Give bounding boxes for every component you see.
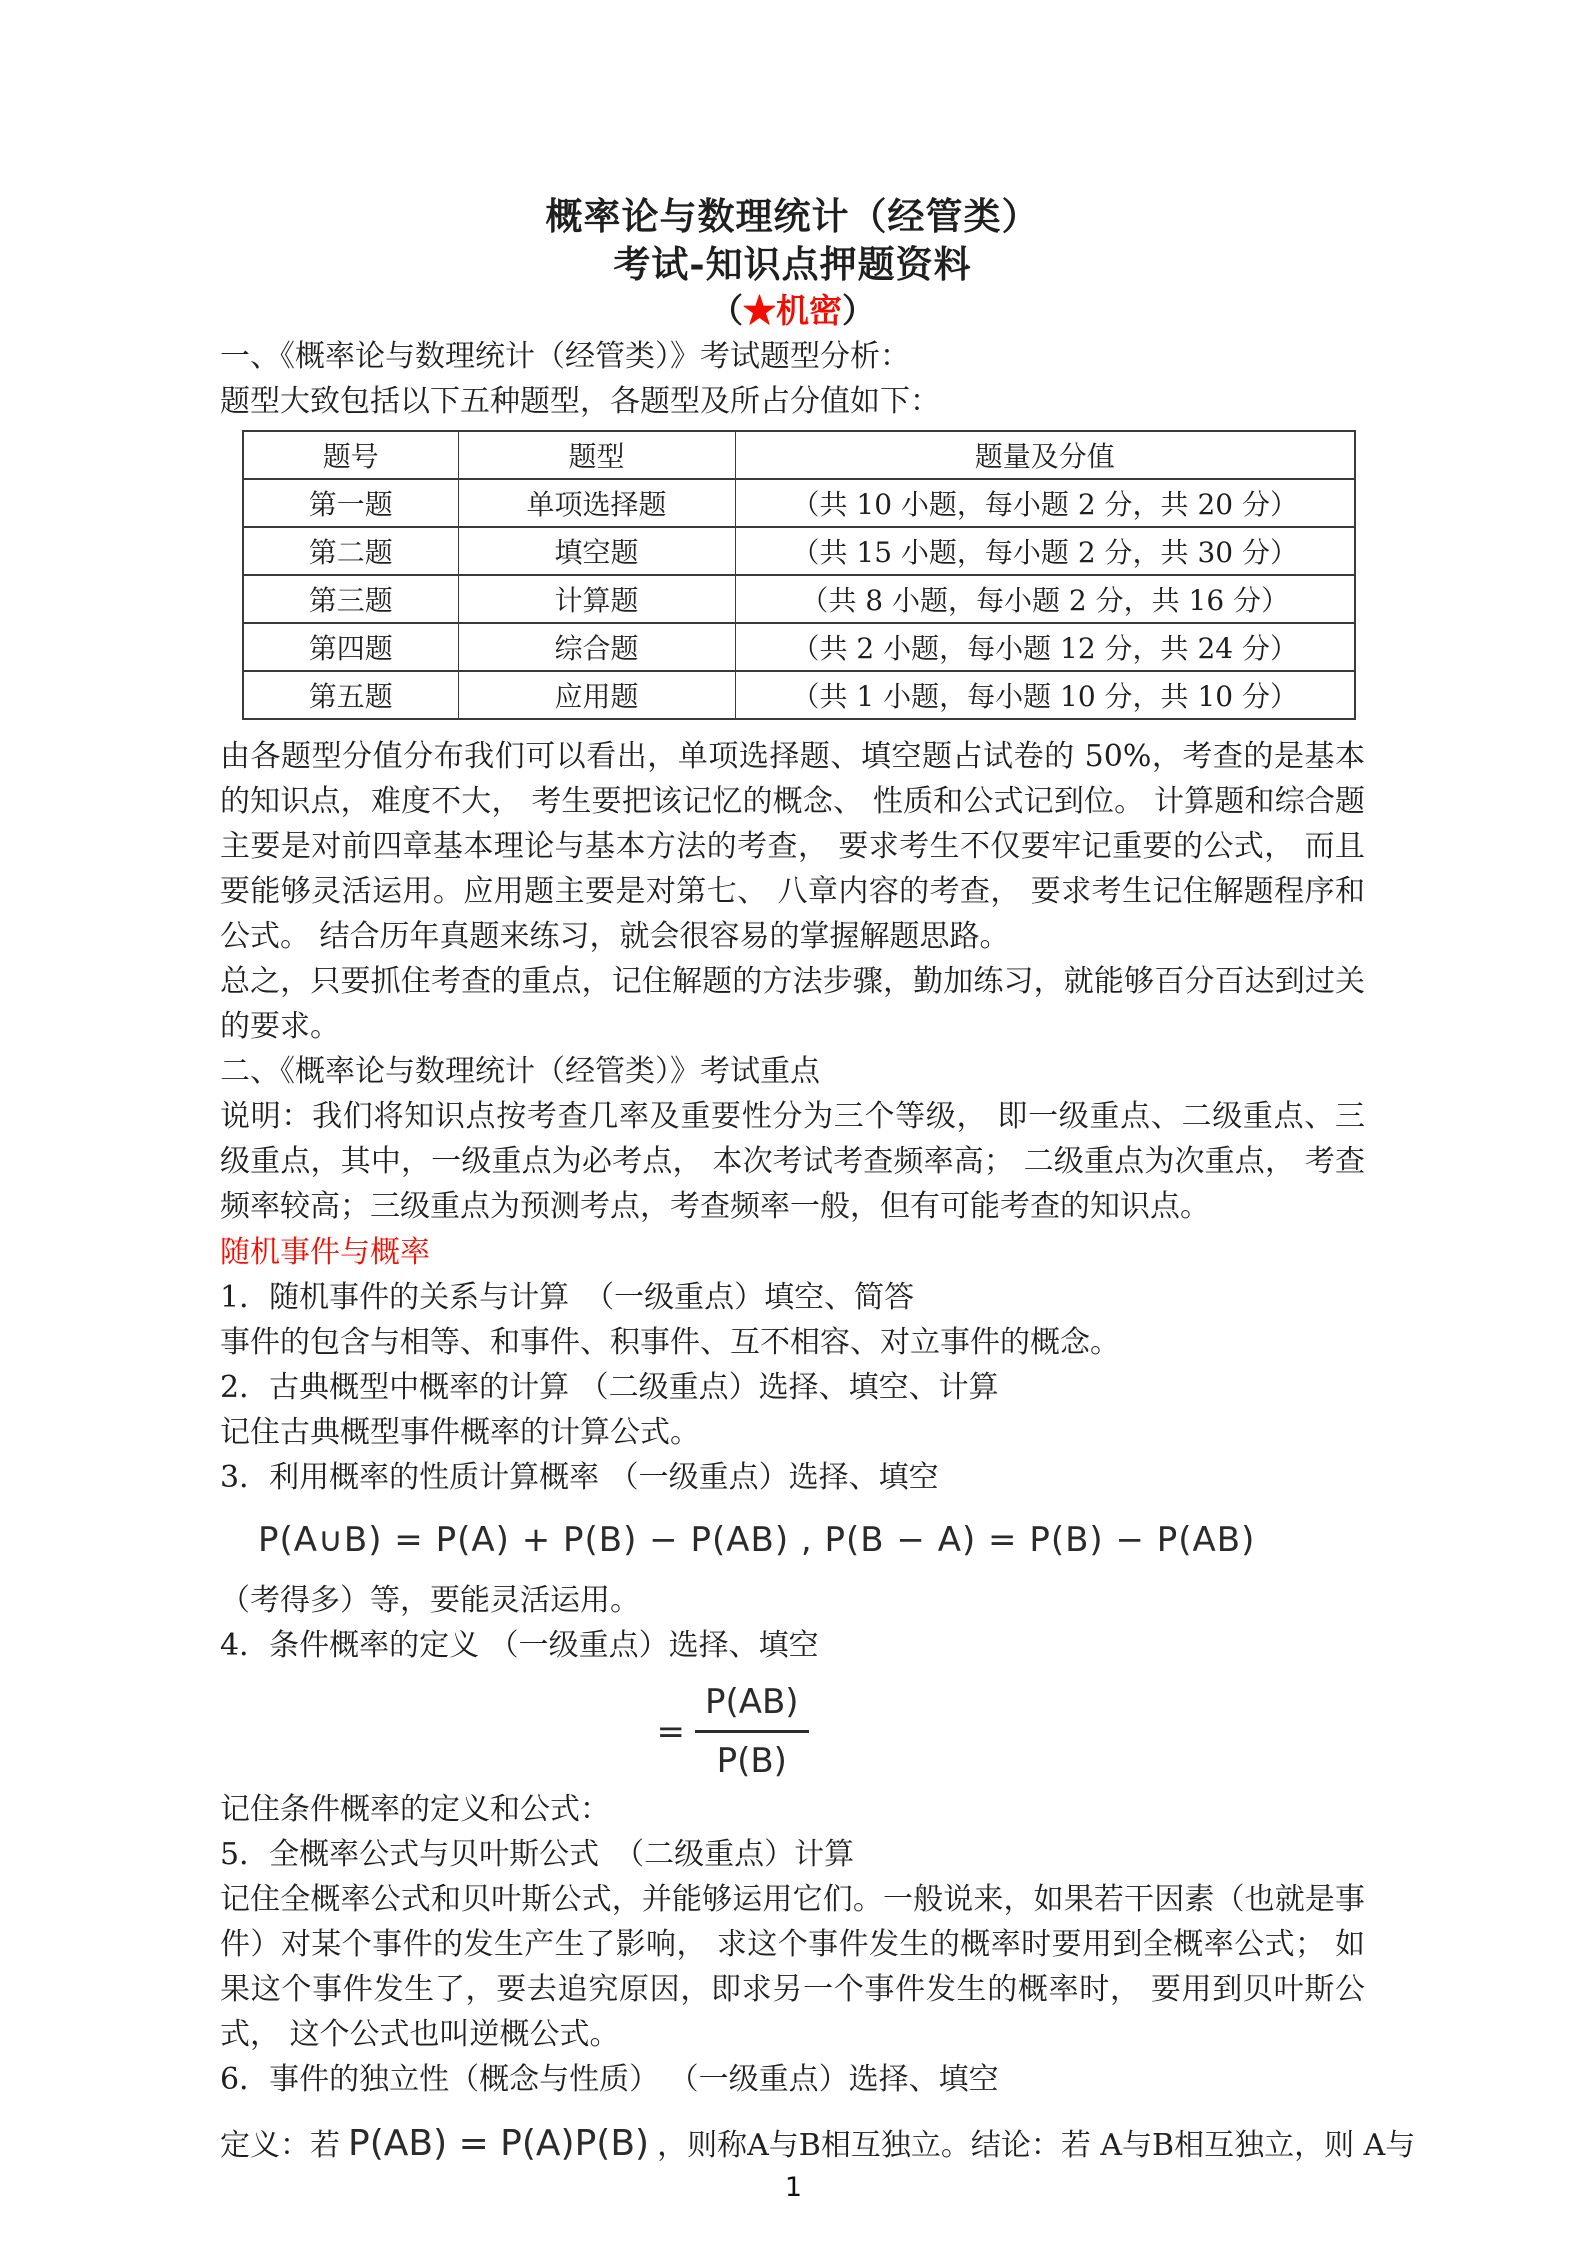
table-header-score: 题量及分值 bbox=[735, 431, 1355, 479]
section2-note: 说明：我们将知识点按考查几率及重要性分为三个等级， 即一级重点、二级重点、三级重点，其中，一级重点为必考点， 本次考试考查频率高； 二级重点为次重点， 考查频率较高；三级重点为预测考点，考查频率一般，但有可能考查的知识点。 bbox=[220, 1099, 1365, 1224]
equals-sign: = bbox=[656, 1711, 685, 1752]
item-3-note: （考得多）等，要能灵活运用。 bbox=[220, 1583, 640, 1618]
table-row bbox=[243, 527, 1355, 575]
table-cell: （共 15 小题，每小题 2 分，共 30 分） bbox=[735, 527, 1355, 575]
table-header-question-type: 题型 bbox=[458, 431, 735, 479]
item-5-title: 5．全概率公式与贝叶斯公式 （二级重点）计算 bbox=[220, 1837, 855, 1872]
table-cell: 第五题 bbox=[243, 671, 458, 719]
exam-structure-table bbox=[242, 430, 1356, 720]
fraction-denominator: P(B) bbox=[716, 1741, 787, 1781]
table-cell: （共 1 小题，每小题 10 分，共 10 分） bbox=[735, 671, 1355, 719]
table-cell: 第二题 bbox=[243, 527, 458, 575]
section1-intro: 题型大致包括以下五种题型，各题型及所占分值如下： bbox=[220, 384, 940, 419]
table-row bbox=[243, 575, 1355, 623]
independence-formula: P(AB) = P(A)P(B) bbox=[348, 2123, 650, 2164]
table-cell: 第三题 bbox=[243, 575, 458, 623]
item-2-title: 2．古典概型中概率的计算 （二级重点）选择、填空、计算 bbox=[220, 1370, 999, 1405]
topic-heading: 随机事件与概率 bbox=[220, 1235, 430, 1270]
table-header-row bbox=[243, 431, 1355, 479]
table-row bbox=[243, 479, 1355, 527]
table-row bbox=[243, 623, 1355, 671]
union-probability-formula: P(A∪B) = P(A) + P(B) − P(AB) , P(B − A) = P(B) − P(AB) bbox=[258, 1520, 1256, 1560]
item-1-title: 1．随机事件的关系与计算 （一级重点）填空、简答 bbox=[220, 1280, 915, 1315]
table-cell: 填空题 bbox=[458, 527, 735, 575]
item-6-title: 6．事件的独立性（概念与性质） （一级重点）选择、填空 bbox=[220, 2062, 999, 2097]
table-cell: （共 8 小题，每小题 2 分，共 16 分） bbox=[735, 575, 1355, 623]
definition-suffix: ，则称A与B相互独立。结论：若 A与B相互独立，则 A与 bbox=[657, 2128, 1416, 2163]
item-4-note: 记住条件概率的定义和公式： bbox=[220, 1792, 610, 1827]
item-2-note: 记住古典概型事件概率的计算公式。 bbox=[220, 1415, 700, 1450]
analysis-paragraph: 由各题型分值分布我们可以看出，单项选择题、填空题占试卷的 50%，考查的是基本的知识点，难度不大， 考生要把该记忆的概念、 性质和公式记到位。 计算题和综合题主要是对前四章基本理论与基本方法的考查， 要求考生不仅要牢记重要的公式， 而且要能够灵活运用。应用题主要是对第七、 八章内容的考查， 要求考生记住解题程序和公式。 结合历年真题来练习，就会很容易的掌握解题思路。 bbox=[220, 739, 1365, 954]
doc-title-line2: 考试-知识点押题资料 bbox=[613, 242, 972, 286]
fraction bbox=[695, 1682, 809, 1781]
page-number: 1 bbox=[784, 2172, 803, 2203]
fraction-numerator: P(AB) bbox=[695, 1682, 809, 1733]
confidential-line bbox=[220, 288, 1365, 334]
confidential-open-paren: （ bbox=[710, 291, 743, 330]
table-cell: 单项选择题 bbox=[458, 479, 735, 527]
table-cell: 第一题 bbox=[243, 479, 458, 527]
table-header-question-number: 题号 bbox=[243, 431, 458, 479]
table-cell: 第四题 bbox=[243, 623, 458, 671]
item-4-title: 4．条件概率的定义 （一级重点）选择、填空 bbox=[220, 1628, 819, 1663]
table-cell: （共 10 小题，每小题 2 分，共 20 分） bbox=[735, 479, 1355, 527]
conditional-probability-formula bbox=[220, 1668, 1245, 1787]
summary-paragraph: 总之，只要抓住考查的重点，记住解题的方法步骤，勤加练习，就能够百分百达到过关的要求。 bbox=[220, 964, 1365, 1044]
section1-heading: 一、《概率论与数理统计（经管类）》考试题型分析： bbox=[220, 339, 910, 374]
doc-title-line1: 概率论与数理统计（经管类） bbox=[545, 194, 1040, 238]
definition-prefix: 定义：若 bbox=[220, 2128, 340, 2163]
section2-heading: 二、《概率论与数理统计（经管类）》考试重点 bbox=[220, 1054, 820, 1089]
item-3-title: 3．利用概率的性质计算概率 （一级重点）选择、填空 bbox=[220, 1460, 939, 1495]
table-row bbox=[243, 671, 1355, 719]
table-cell: 综合题 bbox=[458, 623, 735, 671]
item-5-note: 记住全概率公式和贝叶斯公式，并能够运用它们。一般说来，如果若干因素（也就是事件）对某个事件的发生产生了影响， 求这个事件发生的概率时要用到全概率公式； 如果这个事件发生了，要去追究原因，即求另一个事件发生的概率时， 要用到贝叶斯公式， 这个公式也叫逆概公式。 bbox=[220, 1882, 1365, 2052]
table-cell: 计算题 bbox=[458, 575, 735, 623]
confidential-label: 机密 bbox=[776, 291, 842, 330]
independence-definition-line bbox=[220, 2108, 1416, 2182]
table-cell: 应用题 bbox=[458, 671, 735, 719]
confidential-close-paren: ） bbox=[842, 291, 875, 330]
table-cell: （共 2 小题，每小题 12 分，共 24 分） bbox=[735, 623, 1355, 671]
item-1-note: 事件的包含与相等、和事件、积事件、互不相容、对立事件的概念。 bbox=[220, 1325, 1120, 1360]
star-icon: ★ bbox=[743, 291, 776, 330]
